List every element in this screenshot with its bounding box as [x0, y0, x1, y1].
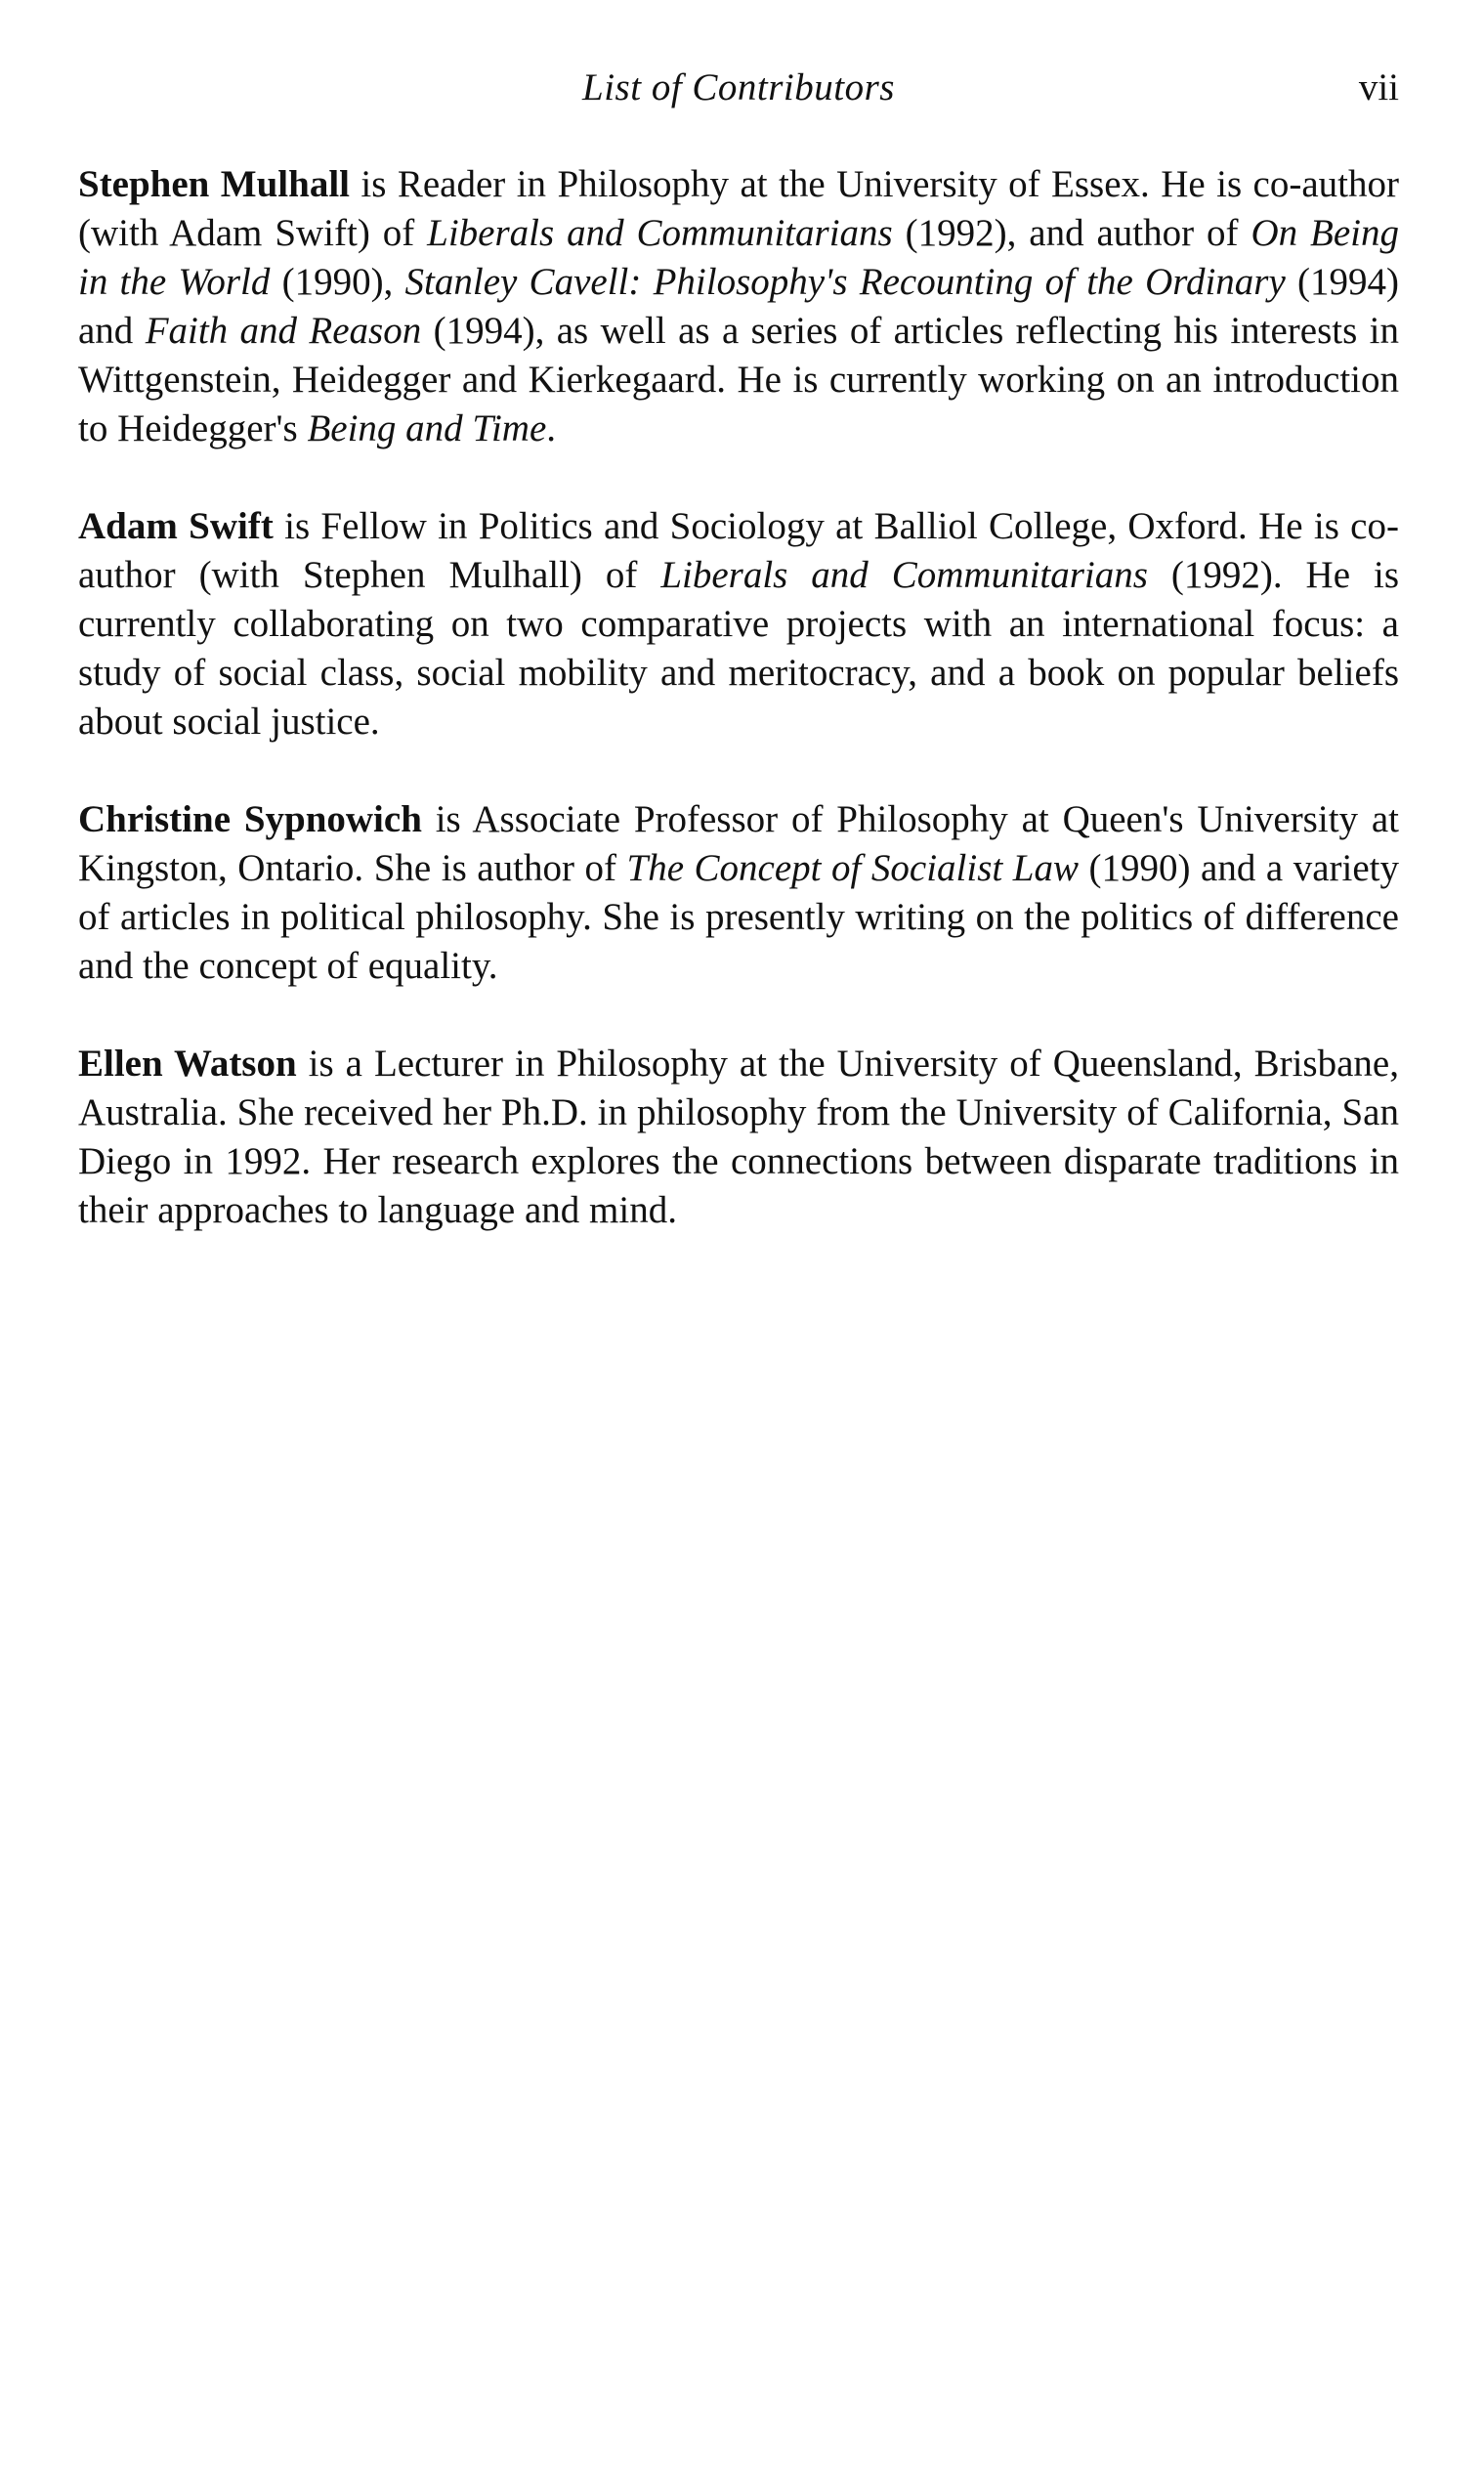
entry-text: . [546, 407, 557, 449]
entry-text: is a Lecturer in Philosophy at the University of Queensland, Brisbane, Australia. She received her Ph.D. in philosophy from the University of California, San Diego in 1992. Her research explores the connections between disparate traditions in their approaches to language and mind. [78, 1043, 1399, 1231]
entry-text: (1994) and [78, 261, 1399, 352]
entry-text: (1990) and a variety of articles in political philosophy. She is presently writing on the politics of difference and the concept of equality. [78, 847, 1400, 987]
entry-text: is Reader in Philosophy at the University of Essex. He is co-author (with Adam Swift) of [78, 163, 1399, 254]
entry-text: (1994), as well as a series of articles reflecting his interests in Wittgenstein, Heidegger and Kierkegaard. He is currently working on an introduction to Heidegger's [78, 310, 1399, 449]
book-title: Being and Time [307, 407, 547, 449]
book-title: Faith and Reason [145, 310, 422, 352]
contributor-entry-swift [78, 502, 1399, 746]
book-title: Stanley Cavell: Philosophy's Recounting of the Ordinary [404, 261, 1286, 303]
running-head [78, 59, 1399, 117]
book-page [78, 59, 1399, 1284]
entry-text: (1992). He is currently collaborating on two comparative projects with an international focus: a study of social class, social mobility and meritocracy, and a book on popular beliefs about social justice. [78, 554, 1399, 743]
contributor-name: Adam Swift [78, 505, 274, 547]
entry-text: is Associate Professor of Philosophy at Queen's University at Kingston, Ontario. She is author of [78, 798, 1399, 889]
contributor-name: Christine Sypnowich [78, 798, 422, 840]
contributor-entry-watson [78, 1040, 1399, 1235]
entry-text: is Fellow in Politics and Sociology at Balliol College, Oxford. He is co-author (with Stephen Mulhall) of [78, 505, 1399, 596]
contributor-name: Ellen Watson [78, 1043, 297, 1085]
contributor-entry-sypnowich [78, 795, 1399, 991]
contributor-list [78, 160, 1399, 1235]
book-title: The Concept of Socialist Law [626, 847, 1079, 889]
book-title: Liberals and Communitarians [660, 554, 1148, 596]
contributor-name: Stephen Mulhall [78, 163, 350, 205]
contributor-entry-mulhall [78, 160, 1399, 453]
page-number: vii [1358, 66, 1399, 108]
entry-text: (1992), and author of [892, 212, 1251, 254]
book-title: On Being in the World [78, 212, 1400, 303]
running-title: List of Contributors [582, 66, 895, 108]
book-title: Liberals and Communitarians [427, 212, 893, 254]
entry-text: (1990), [270, 261, 405, 303]
